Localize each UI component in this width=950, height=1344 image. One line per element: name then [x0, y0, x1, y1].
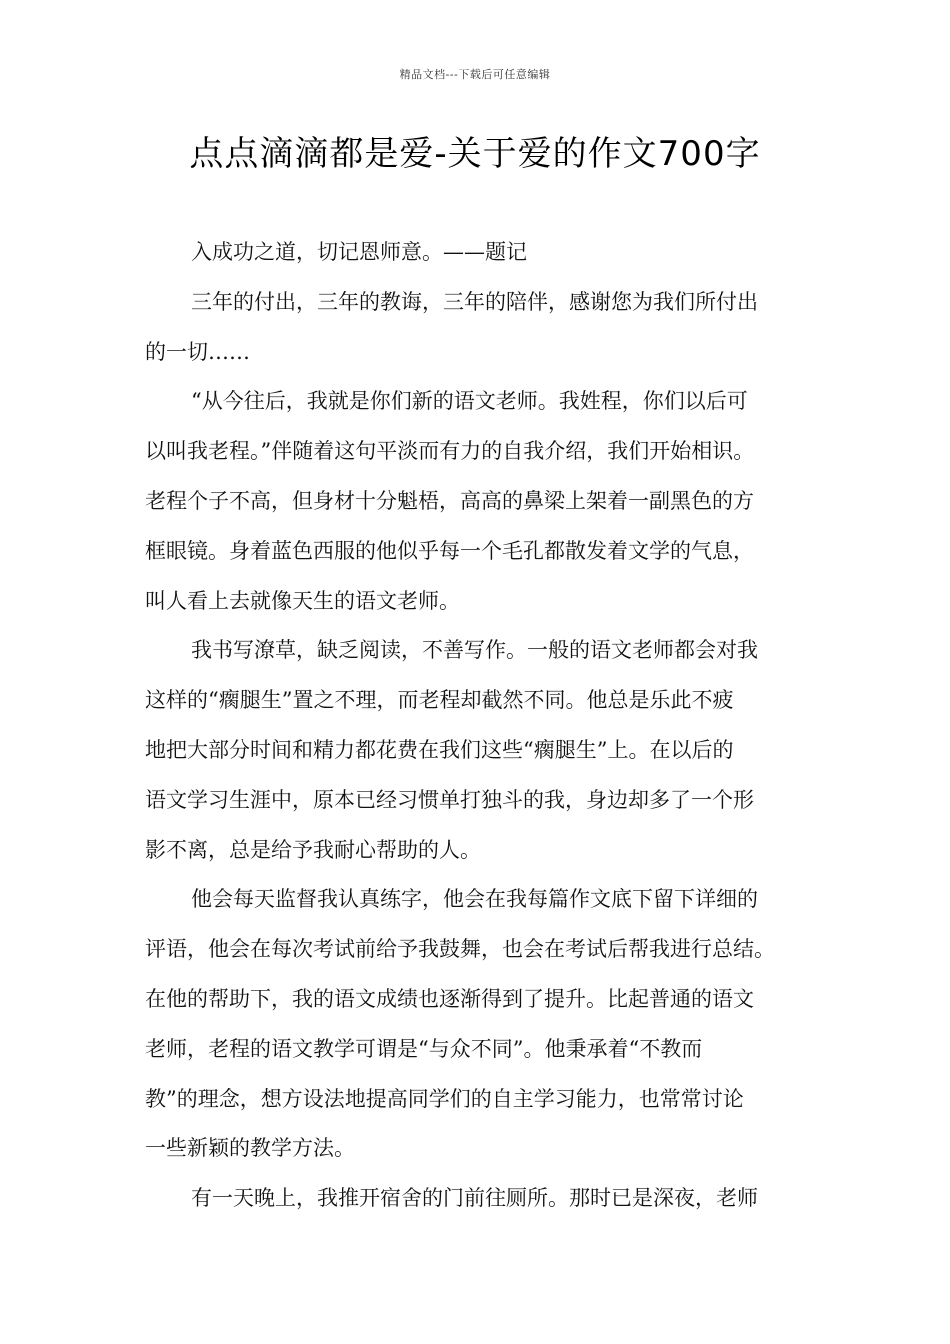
- text-line: 有一天晚上，我推开宿舍的门前往厕所。那时已是深夜，老师: [191, 1186, 758, 1211]
- text-line: 这样的“瘸腿生”置之不理，而老程却截然不同。他总是乐此不疲: [145, 688, 734, 713]
- text-line: 地把大部分时间和精力都花费在我们这些“瘸腿生”上。在以后的: [145, 737, 734, 762]
- text-line: 评语，他会在每次考试前给予我鼓舞，也会在考试后帮我进行总结。: [145, 937, 775, 962]
- essay-body: [145, 228, 820, 1224]
- text-line: 老程个子不高，但身材十分魁梧，高高的鼻梁上架着一副黑色的方: [145, 488, 754, 513]
- text-line: 以叫我老程。”伴随着这句平淡而有力的自我介绍，我们开始相识。: [145, 439, 755, 464]
- text-line: 语文学习生涯中，原本已经习惯单打独斗的我，身边却多了一个形: [145, 787, 754, 812]
- document-title: 点点滴滴都是爱-关于爱的作文700字: [189, 134, 761, 174]
- text-line: 老师，老程的语文教学可谓是“与众不同”。他秉承着“不教而: [145, 1036, 703, 1061]
- text-line: 他会每天监督我认真练字，他会在我每篇作文底下留下详细的: [191, 887, 758, 912]
- text-line: 我书写潦草，缺乏阅读，不善写作。一般的语文老师都会对我: [191, 638, 758, 663]
- text-line: 三年的付出，三年的教诲，三年的陪伴，感谢您为我们所付出: [191, 289, 758, 314]
- text-line: 教”的理念，想方设法地提高同学们的自主学习能力，也常常讨论: [145, 1086, 744, 1111]
- text-line: 框眼镜。身着蓝色西服的他似乎每一个毛孔都散发着文学的气息，: [145, 538, 754, 563]
- text-line: “从今往后，我就是你们新的语文老师。我姓程，你们以后可: [191, 389, 748, 414]
- text-line: 影不离，总是给予我耐心帮助的人。: [145, 837, 481, 862]
- text-line: 叫人看上去就像天生的语文老师。: [145, 588, 460, 613]
- text-line: 在他的帮助下，我的语文成绩也逐渐得到了提升。比起普通的语文: [145, 986, 754, 1011]
- page-header-note: 精品文档---下载后可任意编辑: [399, 68, 551, 81]
- text-line: 的一切……: [145, 339, 250, 364]
- text-line: 入成功之道，切记恩师意。——题记: [191, 240, 527, 264]
- text-line: 一些新颖的教学方法。: [145, 1136, 355, 1161]
